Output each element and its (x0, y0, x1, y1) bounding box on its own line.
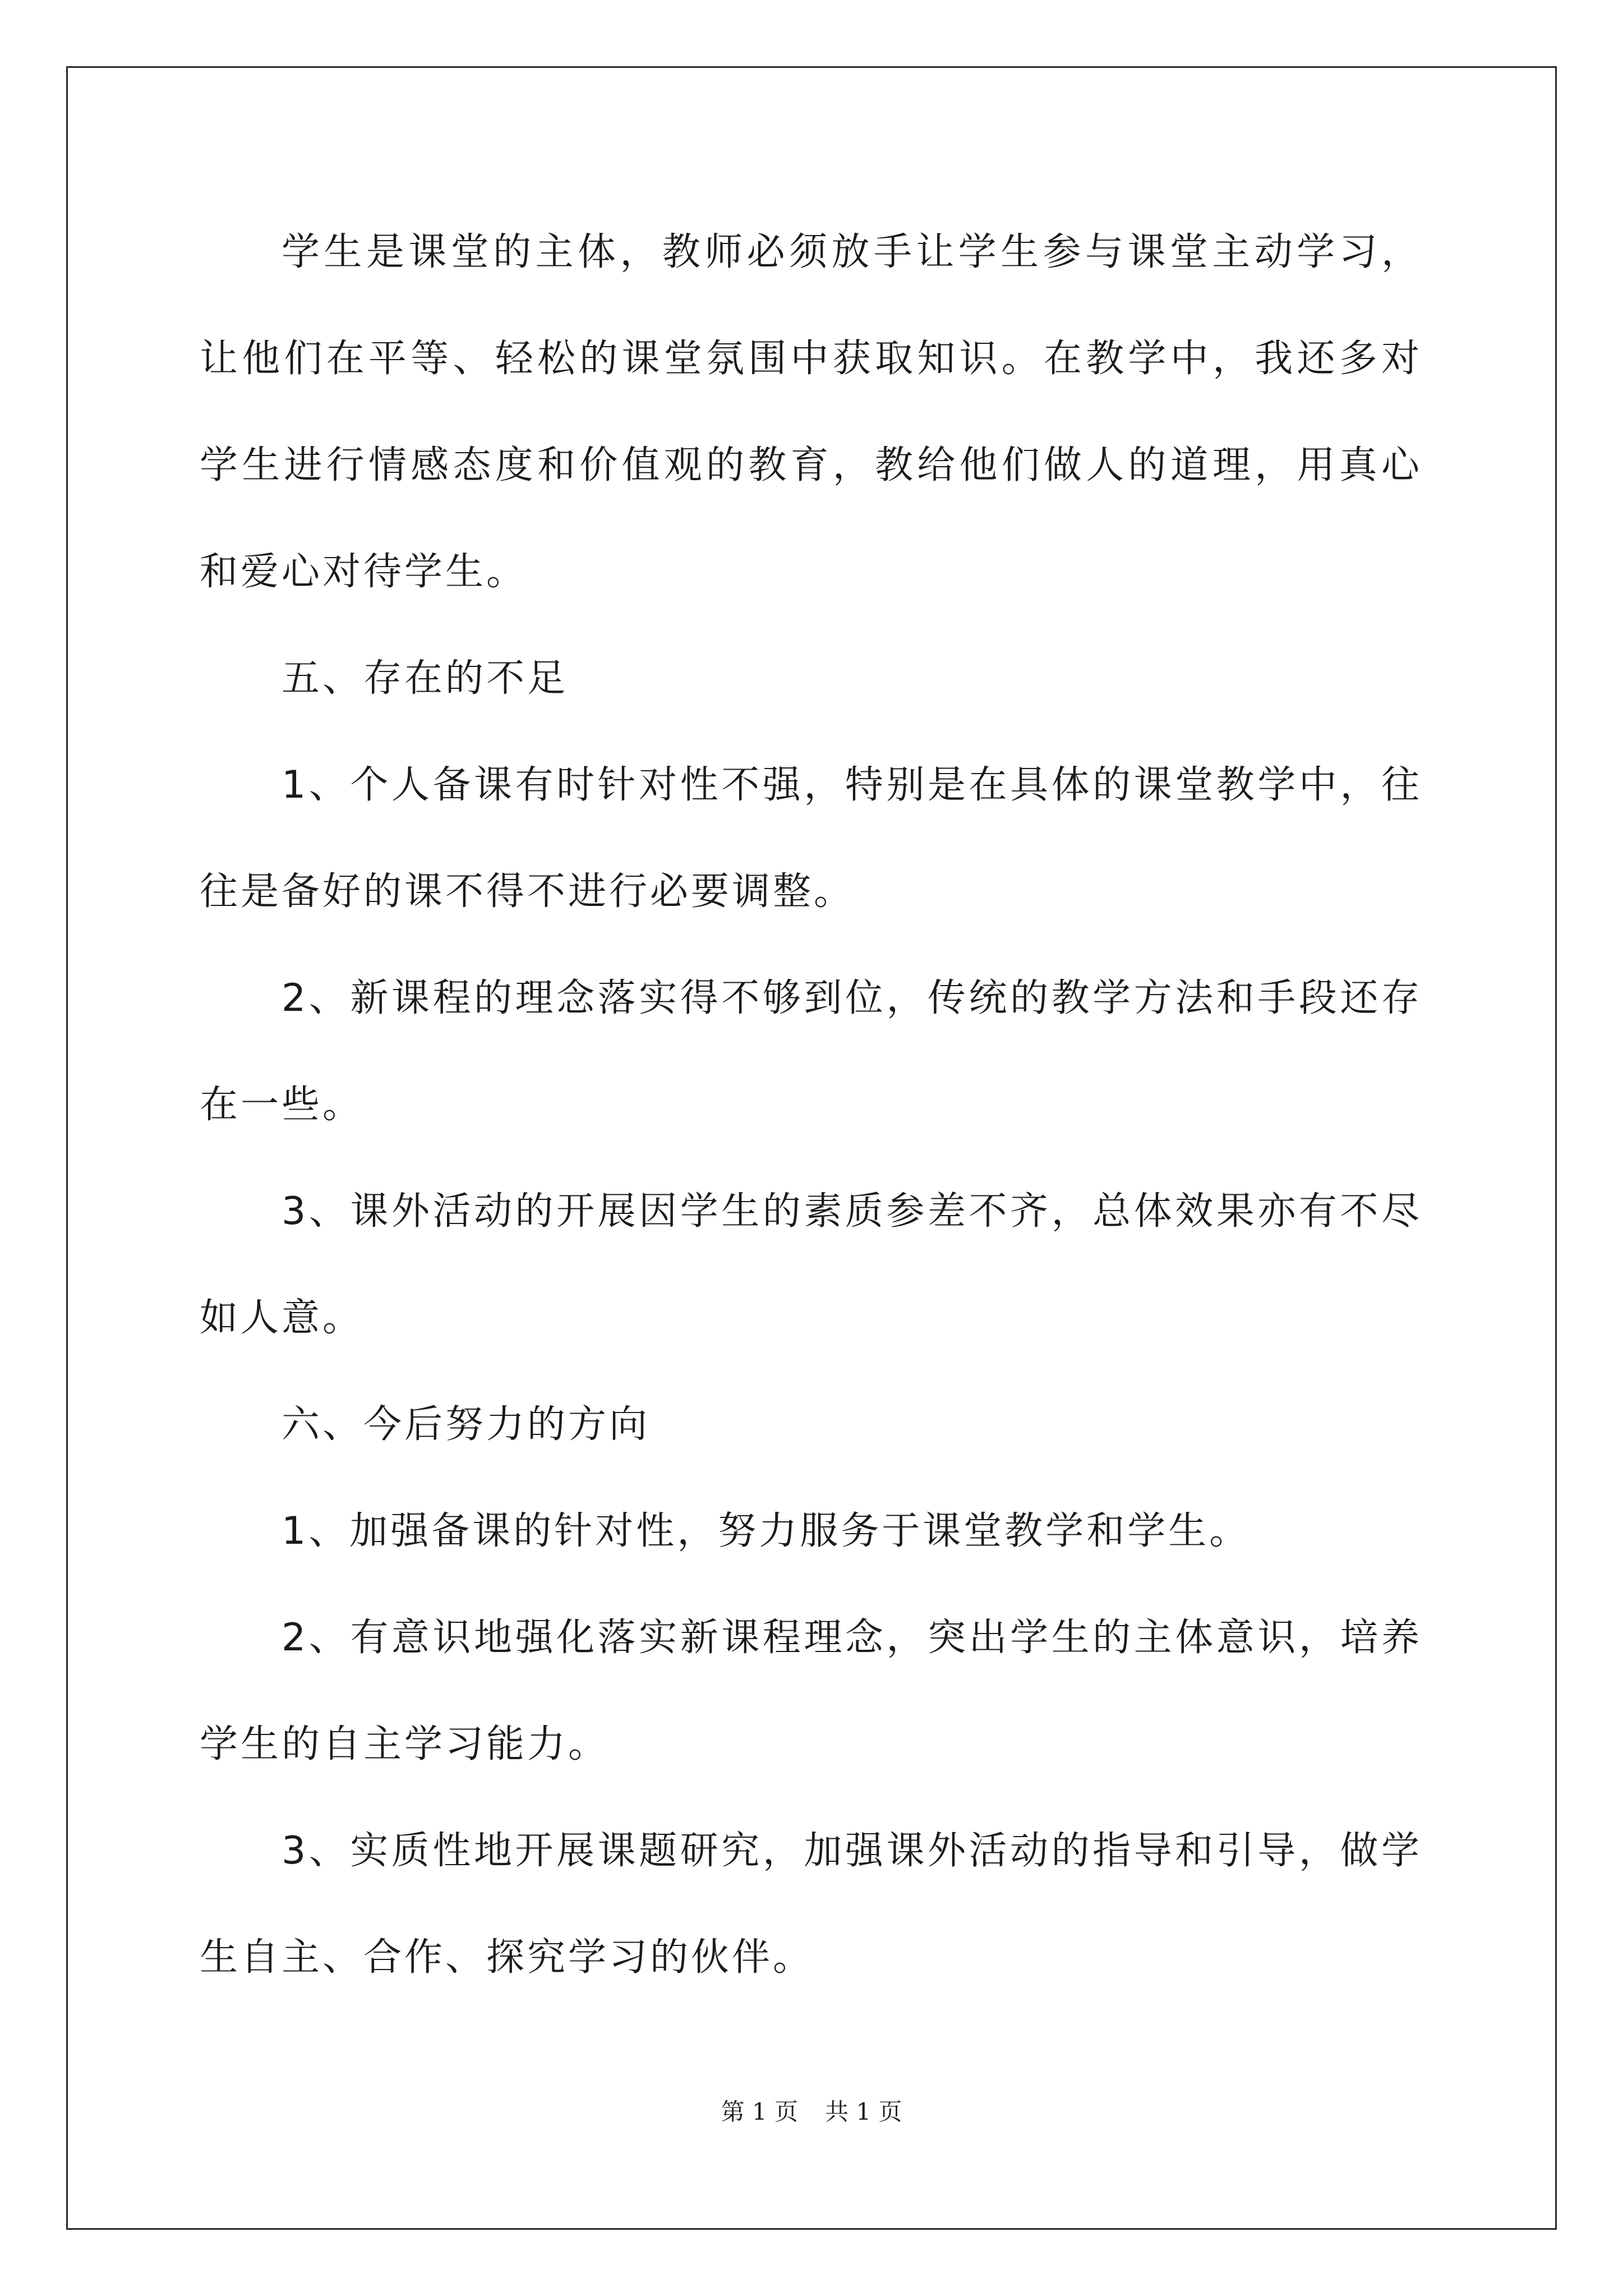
paragraph: 2、新课程的理念落实得不够到位，传统的教学方法和手段还存在一些。 (200, 976, 1422, 1127)
section-heading: 六、今后努力的方向 (282, 1402, 651, 1447)
paragraph: 学生是课堂的主体，教师必须放手让学生参与课堂主动学习，让他们在平等、轻松的课堂氛围中获取知识。在教学中，我还多对学生进行情感态度和价值观的教育，教给他们做人的道理，用真心和爱心对待学生。 (200, 230, 1422, 594)
paragraph: 1、加强备课的针对性，努力服务于课堂教学和学生。 (282, 1509, 1251, 1553)
section-heading: 五、存在的不足 (282, 656, 569, 701)
paragraph: 1、个人备课有时针对性不强，特别是在具体的课堂教学中，往往是备好的课不得不进行必要调整。 (200, 763, 1422, 914)
page-number: 第 1 页 (721, 2098, 798, 2125)
page-footer (0, 2093, 1623, 2127)
page-total: 共 1 页 (825, 2098, 902, 2125)
paragraph: 3、实质性地开展课题研究，加强课外活动的指导和引导，做学生自主、合作、探究学习的伙伴。 (200, 1829, 1422, 1980)
paragraph: 2、有意识地强化落实新课程理念，突出学生的主体意识，培养学生的自主学习能力。 (200, 1616, 1422, 1766)
paragraph: 3、课外活动的开展因学生的素质参差不齐，总体效果亦有不尽如人意。 (200, 1189, 1422, 1340)
